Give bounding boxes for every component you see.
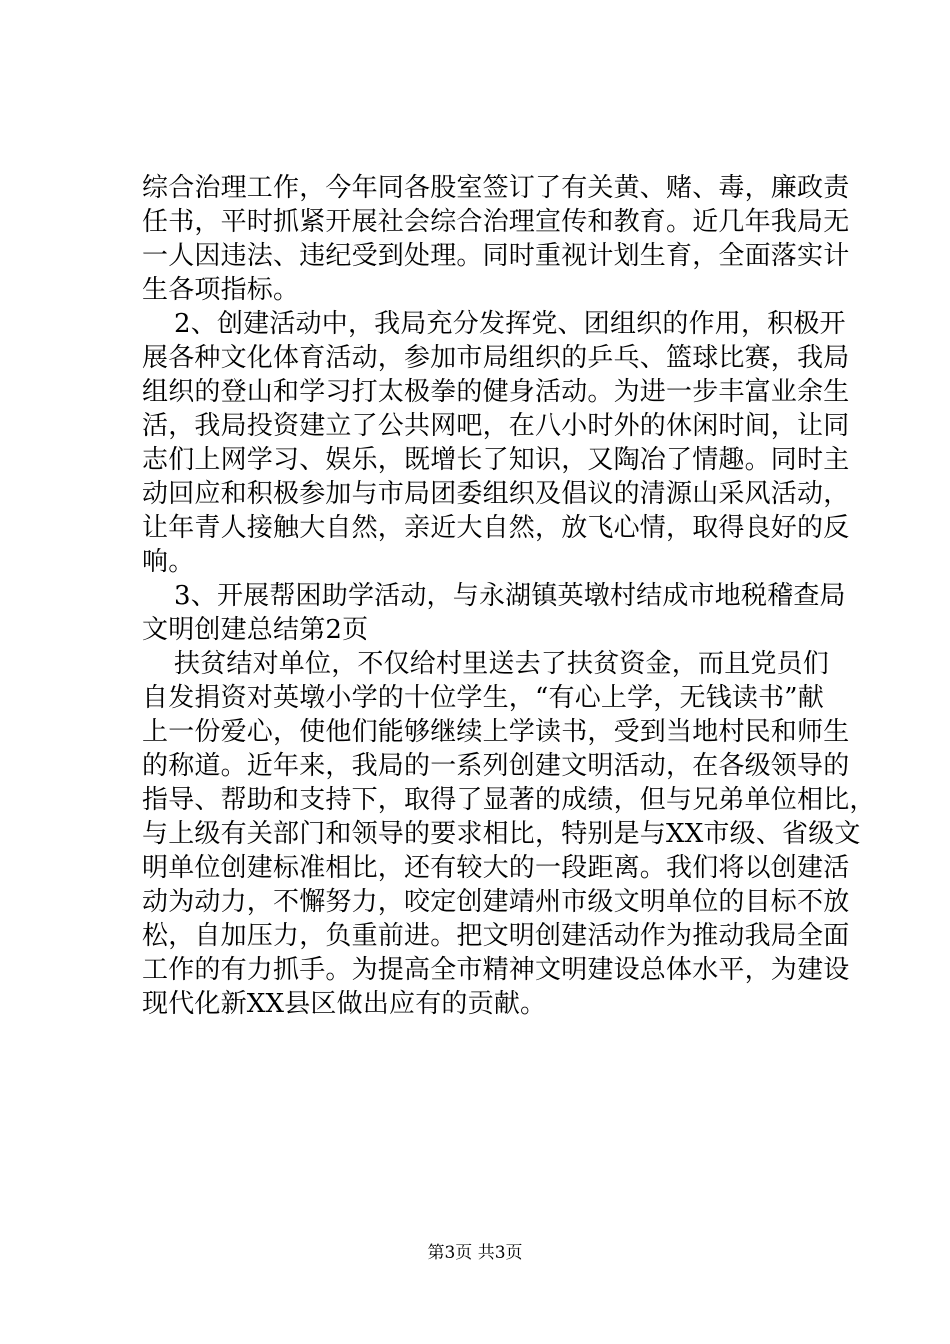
text-line: 文明创建总结第2页 — [142, 615, 369, 645]
text-line: 任书，平时抓紧开展社会综合治理宣传和教育。近几年我局无 — [142, 207, 850, 237]
text-line: 2、创建活动中，我局充分发挥党、团组织的作用，积极开 — [174, 309, 846, 339]
text-line: 动回应和积极参加与市局团委组织及倡议的清源山采风活动， — [142, 479, 850, 509]
text-line: 让年青人接触大自然，亲近大自然，放飞心情，取得良好的反 — [142, 513, 850, 543]
text-line: 3、开展帮困助学活动，与永湖镇英墩村结成市地税稽查局 — [174, 581, 846, 611]
text-line: 响。 — [142, 547, 195, 577]
document-body — [142, 171, 876, 1021]
text-line: 松，自加压力，负重前进。把文明创建活动作为推动我局全面 — [142, 921, 850, 951]
text-line: 明单位创建标准相比，还有较大的一段距离。我们将以创建活 — [142, 853, 850, 883]
text-line: 扶贫结对单位，不仅给村里送去了扶贫资金，而且党员们 — [174, 649, 830, 679]
paragraph-2 — [142, 307, 850, 579]
text-line: 生各项指标。 — [142, 275, 300, 305]
text-line: 工作的有力抓手。为提高全市精神文明建设总体水平，为建设 — [142, 955, 850, 985]
paragraph-4 — [142, 647, 876, 1021]
page-number-footer: 第3页 共3页 — [427, 1243, 523, 1263]
text-line: 志们上网学习、娱乐，既增长了知识，又陶冶了情趣。同时主 — [142, 445, 850, 475]
text-line: 的称道。近年来，我局的一系列创建文明活动，在各级领导的 — [142, 751, 850, 781]
text-line: 指导、帮助和支持下，取得了显著的成绩，但与兄弟单位相比， — [142, 785, 876, 815]
text-line: 组织的登山和学习打太极拳的健身活动。为进一步丰富业余生 — [142, 377, 850, 407]
text-line: 一人因违法、违纪受到处理。同时重视计划生育，全面落实计 — [142, 241, 850, 271]
text-line: 现代化新XX县区做出应有的贡献。 — [142, 989, 547, 1019]
text-line: 动为动力，不懈努力，咬定创建靖州市级文明单位的目标不放 — [142, 887, 850, 917]
text-line: 自发捐资对英墩小学的十位学生，“有心上学，无钱读书”献 — [142, 683, 824, 713]
paragraph-3 — [142, 579, 846, 647]
text-line: 活，我局投资建立了公共网吧，在八小时外的休闲时间，让同 — [142, 411, 850, 441]
text-line: 与上级有关部门和领导的要求相比，特别是与XX市级、省级文 — [142, 819, 861, 849]
text-line: 展各种文化体育活动，参加市局组织的乒乓、篮球比赛，我局 — [142, 343, 850, 373]
text-line: 上一份爱心，使他们能够继续上学读书，受到当地村民和师生 — [142, 717, 850, 747]
paragraph-1 — [142, 171, 850, 307]
text-line: 综合治理工作，今年同各股室签订了有关黄、赌、毒，廉政责 — [142, 173, 850, 203]
